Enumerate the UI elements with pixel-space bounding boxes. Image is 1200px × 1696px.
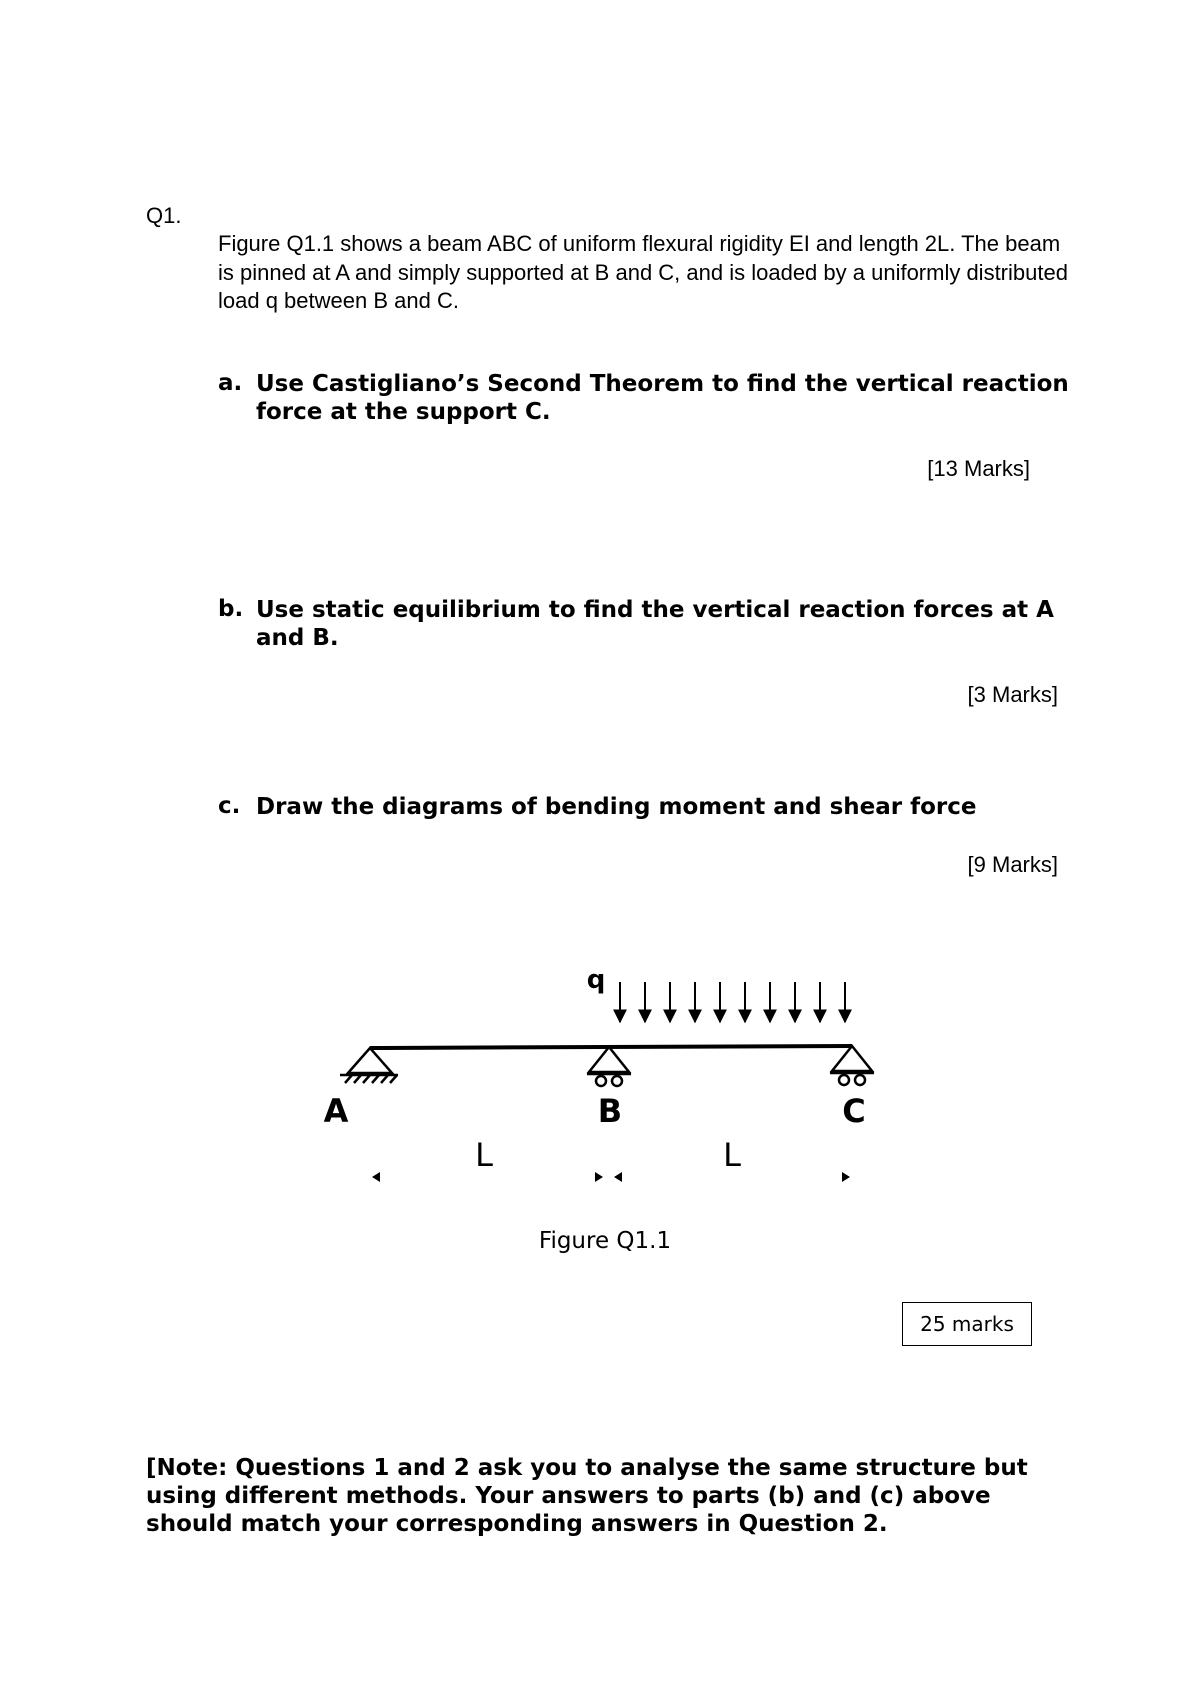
note-text: [Note: Questions 1 and 2 ask you to analyse the same structure but using different methods. Your answers to parts (b) and (c) above should match your corresponding answers in Question 2. <box>146 1455 1028 1537</box>
load-label: q <box>586 965 606 995</box>
question-intro: Figure Q1.1 shows a beam ABC of uniform flexural rigidity EI and length 2L. The beam is pinned at A and simply supported at B and C, and is loaded by a uniformly distributed load q between B and C. <box>218 231 1068 313</box>
part-c-text: Draw the diagrams of bending moment and shear force <box>256 794 977 820</box>
distributed-load-arrows <box>620 982 845 1022</box>
roller-support-b <box>587 1047 631 1086</box>
part-a-text: Use Castigliano’s Second Theorem to find the vertical reaction force at the support C. <box>256 371 1069 425</box>
span-label-bc: L <box>723 1136 741 1174</box>
total-marks-box: 25 marks <box>902 1302 1032 1346</box>
part-b-marks: [3 Marks] <box>967 682 1058 707</box>
pinned-support-a <box>340 1048 398 1083</box>
support-label-a: A <box>323 1092 349 1130</box>
support-label-b: B <box>597 1092 623 1130</box>
figure-caption: Figure Q1.1 <box>538 1228 672 1254</box>
part-a-letter: a. <box>218 370 243 396</box>
part-c-letter: c. <box>218 793 241 819</box>
beam-figure <box>300 950 900 1190</box>
part-a-marks: [13 Marks] <box>927 456 1030 481</box>
question-number: Q1. <box>146 203 182 228</box>
span-label-ab: L <box>475 1136 493 1174</box>
part-c-marks: [9 Marks] <box>967 852 1058 877</box>
part-b-letter: b. <box>218 596 244 622</box>
part-b-text: Use static equilibrium to find the vertical reaction forces at A and B. <box>256 597 1054 651</box>
dimension-arrowheads <box>372 1172 850 1182</box>
support-label-c: C <box>842 1092 866 1130</box>
roller-support-c <box>830 1046 874 1085</box>
